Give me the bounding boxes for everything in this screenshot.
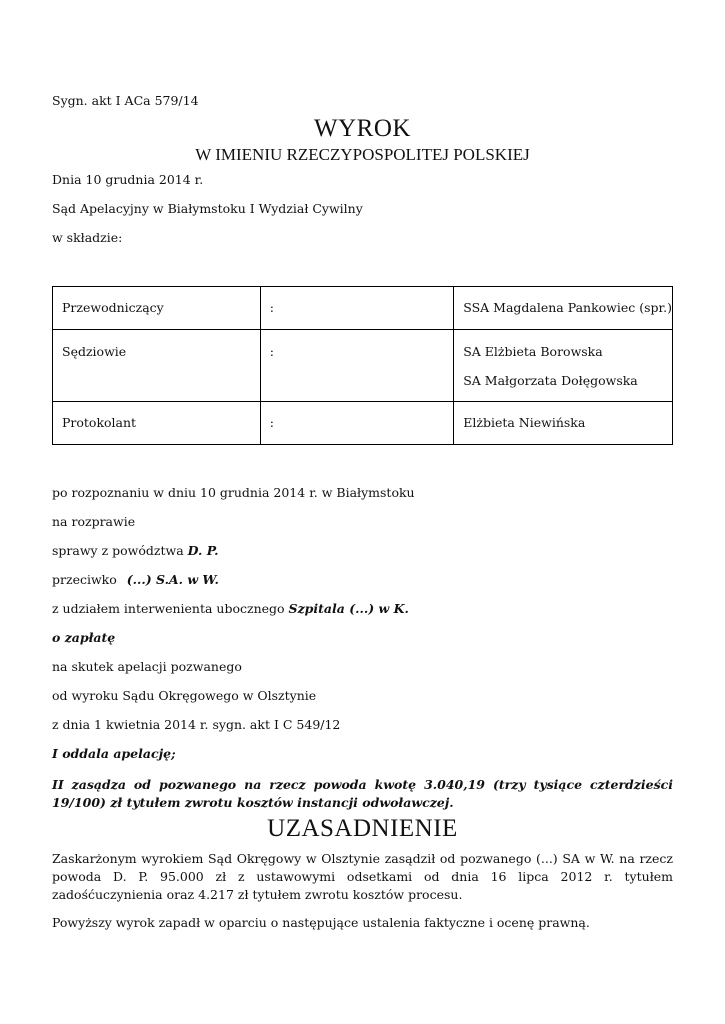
separator-colon: : [269, 415, 275, 430]
claim-prefix: sprawy z powództwa [52, 543, 184, 558]
table-row [53, 402, 673, 445]
separator-cell [260, 287, 453, 330]
document-subtitle: W IMIENIU RZECZYPOSPOLITEJ POLSKIEJ [195, 145, 530, 164]
lower-court-judgment: od wyroku Sądu Okręgowego w Olsztynie [52, 688, 317, 703]
hearing-info: po rozpoznaniu w dniu 10 grudnia 2014 r. w Białymstoku [52, 485, 415, 500]
role-presiding: Przewodniczący [62, 300, 164, 315]
role-judges: Sędziowie [62, 344, 127, 359]
role-clerk: Protokolant [62, 415, 137, 430]
role-cell [53, 287, 261, 330]
case-signature: Sygn. akt I ACa 579/14 [52, 93, 199, 108]
session-info: na rozprawie [52, 514, 136, 529]
court-name: Sąd Apelacyjny w Białymstoku I Wydział Cywilny [52, 201, 363, 216]
against-prefix: przeciwko [52, 572, 117, 587]
lower-court-judgment-date: z dnia 1 kwietnia 2014 r. sygn. akt I C 549/12 [52, 717, 341, 732]
separator-cell [260, 330, 453, 402]
defendant-name: (...) S.A. w W. [126, 572, 219, 587]
defendant-line [52, 572, 219, 588]
names-cell [454, 402, 673, 445]
separator-colon: : [269, 344, 275, 359]
names-cell [454, 287, 673, 330]
role-cell [53, 330, 261, 402]
plaintiff-name: D. P. [187, 543, 219, 558]
role-cell [53, 402, 261, 445]
intervener-line [52, 601, 409, 617]
justification-paragraph-1: Zaskarżonym wyrokiem Sąd Okręgowy w Olsztynie zasądził od pozwanego (...) SA w W. na rzecz powoda D. P. 95.000 zł z ustawowymi odsetkami od dnia 16 lipca 2012 r. tytułem zadośćuczynienia oraz 4.217 zł tytułem zwrotu kosztów procesu. [52, 851, 673, 902]
intervener-prefix: z udziałem interwenienta ubocznego [52, 601, 285, 616]
table-row [53, 287, 673, 330]
name-clerk: Elżbieta Niewińska [463, 415, 586, 430]
appeal-info: na skutek apelacji pozwanego [52, 659, 242, 674]
justification-paragraph-2: Powyższy wyrok zapadł w oparciu o następujące ustalenia faktyczne i ocenę prawną. [52, 915, 590, 930]
ruling-point-1: I oddala apelację; [52, 746, 176, 761]
justification-title: UZASADNIENIE [267, 815, 458, 842]
table-row [53, 330, 673, 402]
separator-cell [260, 402, 453, 445]
name-judge-1: SA Elżbieta Borowska [463, 344, 603, 359]
case-subject: o zapłatę [52, 630, 116, 645]
composition-label: w składzie: [52, 230, 123, 245]
document-title: WYROK [314, 115, 411, 142]
names-cell [454, 330, 673, 402]
ruling-point-2: II zasądza od pozwanego na rzecz powoda kwotę 3.040,19 (trzy tysiące czterdzieści 19/100) zł tytułem zwrotu kosztów instancji odwoławczej. [52, 777, 673, 810]
plaintiff-line [52, 543, 218, 559]
judgment-date: Dnia 10 grudnia 2014 r. [52, 172, 204, 187]
separator-colon: : [269, 300, 275, 315]
intervener-name: Szpitala (...) w K. [288, 601, 409, 616]
name-judge-2: SA Małgorzata Dołęgowska [463, 373, 638, 388]
court-composition-table [52, 286, 673, 445]
name-presiding-judge: SSA Magdalena Pankowiec (spr.) [463, 300, 672, 315]
